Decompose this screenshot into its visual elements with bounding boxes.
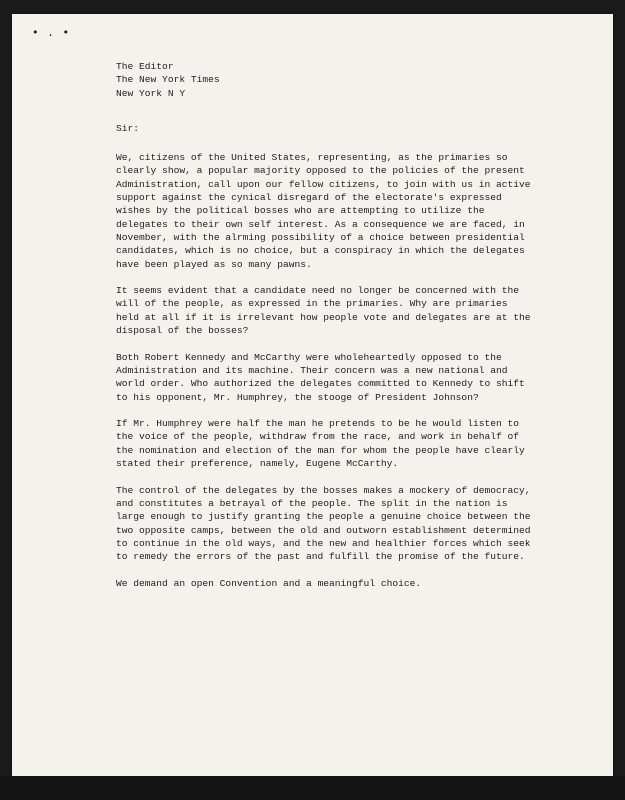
letter-body [116,60,536,590]
address-line: New York N Y [116,87,186,99]
paragraph: The control of the delegates by the bosses makes a mockery of democracy, and constitutes a betrayal of the people. The split in the nation is large enough to justify granting the people a genuine choice between the two opposite camps, between the old and outworn establishment determined to continue in the old ways, and the new and healthier forces which seek to remedy the errors of the past and fulfill the promise of the future. [116,484,531,563]
paragraph: Both Robert Kennedy and McCarthy were wholeheartedly opposed to the Administration and its machine. Their concern was a new national and world order. Who authorized the delegates committed to Kennedy to shift to his opponent, Mr. Humphrey, the stooge of President Johnson? [116,351,525,403]
paragraph: We demand an open Convention and a meaningful choice. [116,577,422,589]
address-line: The Editor [116,61,174,72]
paragraph: It seems evident that a candidate need no longer be concerned with the will of the people, as expressed in the primaries. Why are primaries held at all if it is irrelevant how people vote and delegates are at the disposal of the bosses? [116,285,531,337]
address-line: The New York Times [116,74,220,86]
scan-bottom-edge [0,776,625,800]
corner-mark: • . • [32,26,71,39]
recipient-address [116,60,536,100]
salutation: Sir: [116,122,140,134]
paragraph: If Mr. Humphrey were half the man he pretends to be he would listen to the voice of the people, withdraw from the race, and work in behalf of the nomination and election of the man for whom the people have clearly stated their preference, namely, Eugene McCarthy. [116,418,525,470]
paragraph: We, citizens of the United States, representing, as the primaries so clearly show, a popular majority opposed to the policies of the present Administration, call upon our fellow citizens, to join with us in active support against the cynical disregard of the electorate's expressed wishes by the political bosses who are attempting to utilize the delegates to their own self interest. As a consequence we are faced, in November, with the alrming possibility of a choice between presidential candidates, which is no choice, but a conspiracy in which the delegates have been played as so many pawns. [116,152,531,270]
